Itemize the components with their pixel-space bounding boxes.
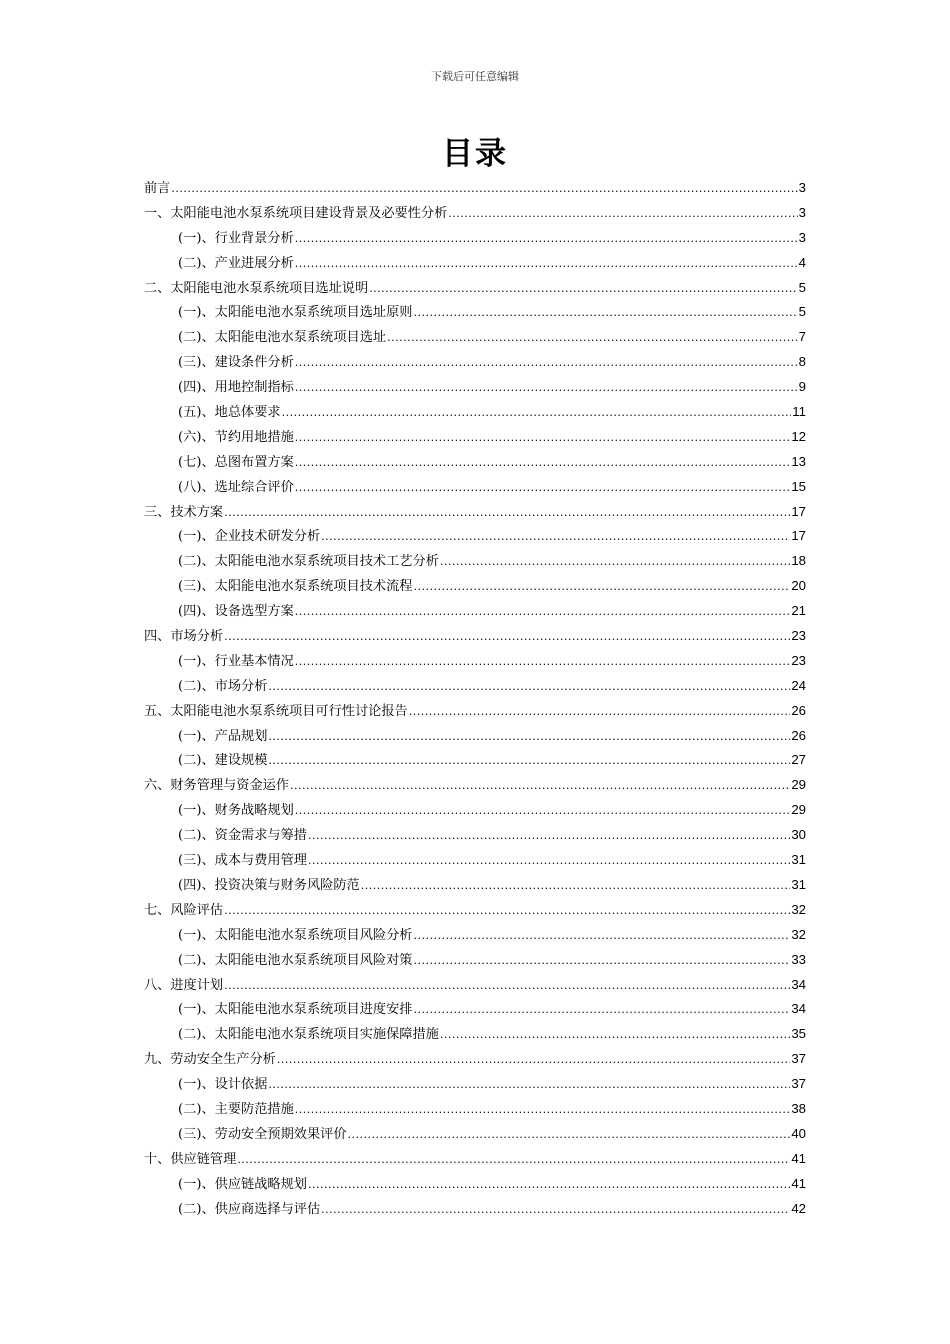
toc-subsection-entry[interactable]	[144, 997, 806, 1022]
dot-leader	[387, 326, 798, 351]
toc-section-entry[interactable]	[144, 500, 806, 525]
toc-entry-title: (七)、总图布置方案	[178, 454, 294, 470]
dot-leader	[295, 426, 791, 451]
toc-section-entry[interactable]	[144, 201, 806, 226]
toc-page-number: 40	[791, 1125, 806, 1141]
dot-leader	[308, 849, 790, 874]
toc-entry-title: (二)、市场分析	[178, 678, 268, 694]
toc-entry-title: (一)、行业背景分析	[178, 230, 294, 246]
toc-entry-title: (六)、节约用地措施	[178, 429, 294, 445]
dot-leader	[295, 252, 798, 277]
dot-leader	[295, 451, 791, 476]
toc-page-number: 32	[791, 926, 806, 942]
toc-section-entry[interactable]	[144, 773, 806, 798]
toc-page-number: 31	[791, 876, 806, 892]
dot-leader	[413, 301, 797, 326]
toc-page-number: 27	[791, 752, 806, 768]
toc-page-number: 3	[798, 204, 806, 220]
toc-entry-title: (一)、太阳能电池水泵系统项目选址原则	[178, 305, 413, 321]
toc-entry-title: (一)、产品规划	[178, 728, 268, 744]
toc-subsection-entry[interactable]	[144, 1197, 806, 1222]
toc-subsection-entry[interactable]	[144, 1022, 806, 1047]
dot-leader	[361, 874, 791, 899]
table-of-contents	[144, 176, 806, 1221]
dot-leader	[369, 277, 797, 302]
toc-subsection-entry[interactable]	[144, 475, 806, 500]
toc-subsection-entry[interactable]	[144, 1172, 806, 1197]
toc-section-entry[interactable]	[144, 1147, 806, 1172]
toc-section-entry[interactable]	[144, 973, 806, 998]
toc-entry-title: 一、太阳能电池水泵系统项目建设背景及必要性分析	[144, 205, 448, 221]
toc-entry-title: (三)、太阳能电池水泵系统项目技术流程	[178, 579, 413, 595]
toc-page-number: 5	[798, 279, 806, 295]
toc-entry-title: 十、供应链管理	[144, 1151, 237, 1167]
toc-section-entry[interactable]	[144, 176, 806, 201]
toc-subsection-entry[interactable]	[144, 674, 806, 699]
dot-leader	[295, 1098, 791, 1123]
toc-page-number: 5	[798, 304, 806, 320]
dot-leader	[268, 749, 790, 774]
dot-leader	[295, 227, 798, 252]
toc-page-number: 7	[798, 329, 806, 345]
toc-page-number: 17	[791, 528, 806, 544]
dot-leader	[171, 177, 797, 202]
toc-page-number: 38	[791, 1100, 806, 1116]
toc-subsection-entry[interactable]	[144, 251, 806, 276]
dot-leader	[413, 998, 790, 1023]
toc-page-number: 32	[791, 901, 806, 917]
dot-leader	[290, 774, 790, 799]
dot-leader	[440, 550, 790, 575]
toc-entry-title: (二)、太阳能电池水泵系统项目选址	[178, 330, 387, 346]
toc-page-number: 33	[791, 951, 806, 967]
toc-entry-title: (四)、用地控制指标	[178, 380, 294, 396]
toc-page-number: 8	[798, 354, 806, 370]
toc-page-number: 13	[791, 453, 806, 469]
toc-section-entry[interactable]	[144, 898, 806, 923]
toc-subsection-entry[interactable]	[144, 748, 806, 773]
toc-subsection-entry[interactable]	[144, 873, 806, 898]
toc-entry-title: (二)、建设规模	[178, 753, 268, 769]
toc-page-number: 3	[798, 229, 806, 245]
toc-section-entry[interactable]	[144, 624, 806, 649]
dot-leader	[295, 376, 798, 401]
toc-entry-title: (五)、地总体要求	[178, 405, 281, 421]
dot-leader	[413, 575, 790, 600]
toc-page-number: 24	[791, 677, 806, 693]
toc-entry-title: 二、太阳能电池水泵系统项目选址说明	[144, 280, 369, 296]
toc-section-entry[interactable]	[144, 276, 806, 301]
toc-subsection-entry[interactable]	[144, 823, 806, 848]
toc-subsection-entry[interactable]	[144, 450, 806, 475]
toc-entry-title: 六、财务管理与资金运作	[144, 778, 290, 794]
dot-leader	[224, 899, 790, 924]
dot-leader	[295, 650, 791, 675]
toc-subsection-entry[interactable]	[144, 325, 806, 350]
dot-leader	[321, 1198, 790, 1223]
toc-entry-title: (二)、资金需求与筹措	[178, 828, 307, 844]
toc-entry-title: (三)、成本与费用管理	[178, 853, 307, 869]
toc-page-number: 31	[791, 852, 806, 868]
toc-subsection-entry[interactable]	[144, 300, 806, 325]
dot-leader	[224, 501, 790, 526]
toc-entry-title: (四)、设备选型方案	[178, 604, 294, 620]
toc-page-number: 41	[791, 1175, 806, 1191]
toc-subsection-entry[interactable]	[144, 425, 806, 450]
toc-section-entry[interactable]	[144, 699, 806, 724]
toc-subsection-entry[interactable]	[144, 549, 806, 574]
dot-leader	[268, 675, 790, 700]
dot-leader	[268, 1073, 790, 1098]
toc-entry-title: (二)、供应商选择与评估	[178, 1201, 321, 1217]
toc-page-number: 18	[791, 553, 806, 569]
dot-leader	[321, 525, 790, 550]
dot-leader	[448, 202, 797, 227]
toc-entry-title: (一)、供应链战略规划	[178, 1176, 307, 1192]
toc-page-number: 20	[791, 578, 806, 594]
toc-page-number: 23	[791, 652, 806, 668]
dot-leader	[308, 1173, 790, 1198]
toc-page-number: 34	[791, 1001, 806, 1017]
toc-page-number: 29	[791, 777, 806, 793]
toc-entry-title: (一)、行业基本情况	[178, 653, 294, 669]
toc-entry-title: (二)、主要防范措施	[178, 1101, 294, 1117]
page-title: 目录	[442, 136, 508, 172]
dot-leader	[440, 1023, 790, 1048]
toc-subsection-entry[interactable]	[144, 923, 806, 948]
toc-section-entry[interactable]	[144, 1047, 806, 1072]
toc-page-number: 35	[791, 1026, 806, 1042]
dot-leader	[224, 625, 790, 650]
dot-leader	[295, 476, 791, 501]
toc-entry-title: (二)、太阳能电池水泵系统项目风险对策	[178, 952, 413, 968]
toc-page-number: 37	[791, 1076, 806, 1092]
toc-entry-title: (三)、劳动安全预期效果评价	[178, 1126, 347, 1142]
toc-entry-title: (四)、投资决策与财务风险防范	[178, 877, 360, 893]
dot-leader	[348, 1123, 791, 1148]
toc-subsection-entry[interactable]	[144, 1072, 806, 1097]
dot-leader	[237, 1148, 790, 1173]
toc-entry-title: 三、技术方案	[144, 504, 224, 520]
toc-subsection-entry[interactable]	[144, 400, 806, 425]
dot-leader	[282, 401, 792, 426]
toc-page-number: 21	[791, 603, 806, 619]
toc-page-number: 23	[791, 628, 806, 644]
toc-entry-title: 前言	[144, 181, 171, 196]
toc-page-number: 34	[791, 976, 806, 992]
toc-page-number: 37	[791, 1051, 806, 1067]
toc-subsection-entry[interactable]	[144, 574, 806, 599]
toc-subsection-entry[interactable]	[144, 350, 806, 375]
toc-entry-title: (三)、建设条件分析	[178, 355, 294, 371]
toc-subsection-entry[interactable]	[144, 724, 806, 749]
toc-entry-title: (一)、财务战略规划	[178, 803, 294, 819]
toc-subsection-entry[interactable]	[144, 798, 806, 823]
toc-page-number: 11	[792, 404, 806, 420]
dot-leader	[413, 924, 790, 949]
toc-page-number: 17	[791, 503, 806, 519]
dot-leader	[295, 351, 798, 376]
dot-leader	[413, 949, 790, 974]
dot-leader	[295, 600, 791, 625]
toc-subsection-entry[interactable]	[144, 1122, 806, 1147]
toc-subsection-entry[interactable]	[144, 226, 806, 251]
toc-entry-title: (二)、太阳能电池水泵系统项目技术工艺分析	[178, 554, 439, 570]
toc-page-number: 30	[791, 827, 806, 843]
toc-subsection-entry[interactable]	[144, 848, 806, 873]
dot-leader	[308, 824, 790, 849]
toc-subsection-entry[interactable]	[144, 649, 806, 674]
toc-entry-title: (八)、选址综合评价	[178, 479, 294, 495]
toc-page-number: 26	[791, 727, 806, 743]
header-note: 下载后可任意编辑	[431, 70, 519, 83]
toc-page-number: 3	[798, 180, 806, 195]
toc-page-number: 29	[791, 802, 806, 818]
toc-page-number: 42	[791, 1200, 806, 1216]
toc-page-number: 12	[791, 428, 806, 444]
toc-page-number: 26	[791, 702, 806, 718]
toc-entry-title: (二)、产业进展分析	[178, 255, 294, 271]
dot-leader	[409, 700, 791, 725]
toc-subsection-entry[interactable]	[144, 599, 806, 624]
toc-entry-title: 五、太阳能电池水泵系统项目可行性讨论报告	[144, 703, 408, 719]
toc-entry-title: 八、进度计划	[144, 977, 224, 993]
dot-leader	[224, 974, 790, 999]
toc-entry-title: 七、风险评估	[144, 902, 224, 918]
dot-leader	[268, 725, 790, 750]
toc-page-number: 4	[798, 254, 806, 270]
toc-subsection-entry[interactable]	[144, 375, 806, 400]
toc-entry-title: 四、市场分析	[144, 629, 224, 645]
toc-page-number: 41	[791, 1150, 806, 1166]
toc-entry-title: 九、劳动安全生产分析	[144, 1052, 276, 1068]
toc-entry-title: (一)、设计依据	[178, 1077, 268, 1093]
dot-leader	[295, 799, 791, 824]
dot-leader	[277, 1048, 790, 1073]
toc-entry-title: (一)、太阳能电池水泵系统项目风险分析	[178, 927, 413, 943]
toc-subsection-entry[interactable]	[144, 524, 806, 549]
toc-page-number: 9	[798, 379, 806, 395]
toc-subsection-entry[interactable]	[144, 1097, 806, 1122]
toc-entry-title: (一)、太阳能电池水泵系统项目进度安排	[178, 1002, 413, 1018]
toc-entry-title: (二)、太阳能电池水泵系统项目实施保障措施	[178, 1027, 439, 1043]
toc-entry-title: (一)、企业技术研发分析	[178, 529, 321, 545]
toc-subsection-entry[interactable]	[144, 948, 806, 973]
toc-page-number: 15	[791, 478, 806, 494]
